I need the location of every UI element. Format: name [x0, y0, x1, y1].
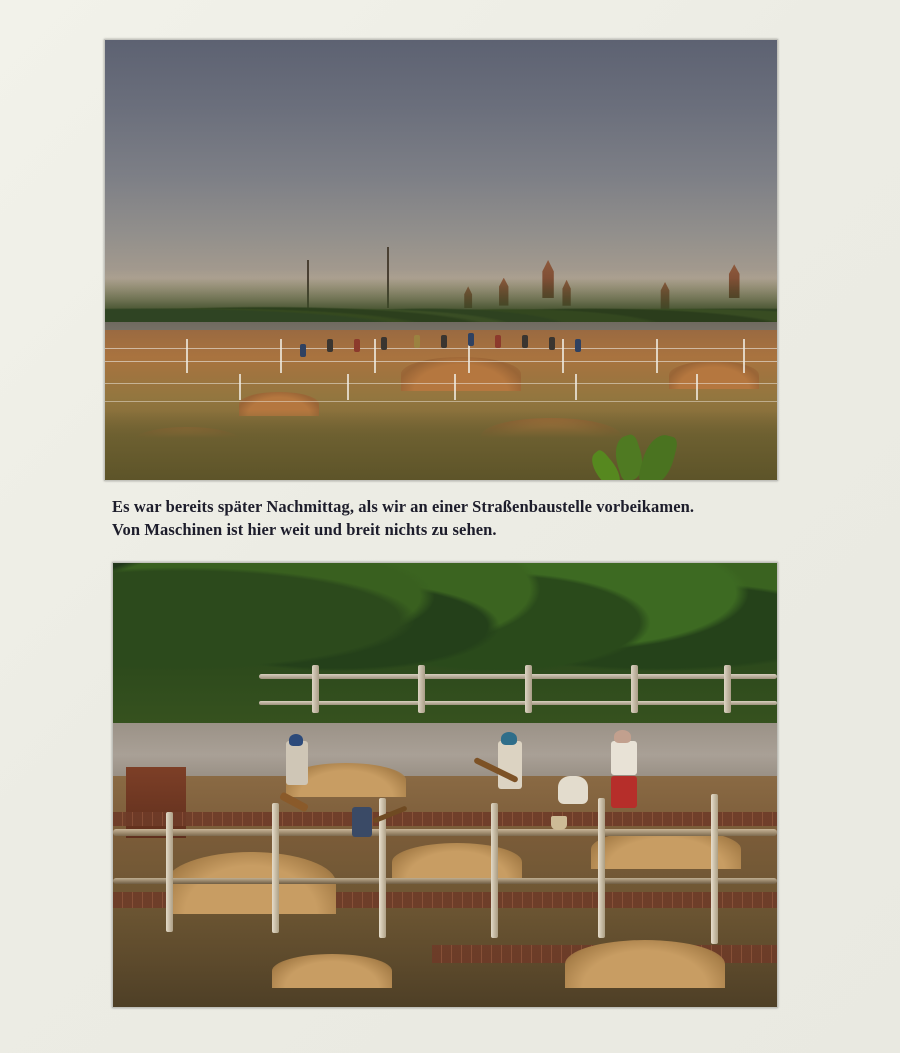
- fence-wire: [105, 361, 777, 362]
- sand-pile: [392, 843, 522, 881]
- worker-figure: [381, 337, 387, 350]
- fence-post: [631, 665, 638, 713]
- fence-post: [312, 665, 319, 713]
- fence-post: [575, 374, 577, 400]
- worker-figure: [522, 335, 528, 348]
- worker-figure: [327, 339, 333, 352]
- fence-post: [347, 374, 349, 400]
- photo-top: [104, 39, 778, 481]
- photo-bottom: [112, 562, 778, 1008]
- sand-pile: [272, 954, 392, 988]
- worker-figure: [575, 339, 581, 352]
- worker-figure: [495, 335, 501, 348]
- fence-post: [724, 665, 731, 713]
- worker-figure: [414, 335, 420, 348]
- sand-pile: [565, 940, 725, 988]
- fence-post: [186, 339, 188, 373]
- fence-post: [491, 803, 498, 938]
- worker-skirt: [611, 776, 637, 808]
- fence-post: [696, 374, 698, 400]
- fence-post: [525, 665, 532, 713]
- worker-figure: [354, 339, 360, 352]
- fence-rail: [259, 701, 777, 705]
- fence-post: [280, 339, 282, 373]
- fence-post: [374, 339, 376, 373]
- photo-caption: [112, 496, 812, 542]
- worker-figure: [549, 337, 555, 350]
- worker-figure: [352, 807, 372, 837]
- fence-rail: [113, 878, 777, 884]
- foliage-region: [113, 563, 777, 749]
- fence-post: [656, 339, 658, 373]
- worker-headscarf: [501, 732, 517, 745]
- fence-post: [711, 794, 718, 944]
- worker-headscarf: [289, 734, 303, 746]
- fence-post: [166, 812, 173, 932]
- worker-figure: [611, 741, 637, 775]
- brick-edging: [113, 812, 777, 826]
- fence-post: [598, 798, 605, 938]
- fence-rail: [113, 829, 777, 836]
- dirt-pile: [669, 361, 759, 389]
- fence-post: [562, 339, 564, 373]
- worker-headscarf: [614, 730, 631, 743]
- worker-figure: [468, 333, 474, 346]
- worker-figure: [441, 335, 447, 348]
- fence-wire: [105, 383, 777, 384]
- fence-post: [743, 339, 745, 373]
- fence-post: [454, 374, 456, 400]
- caption-line-1: Es war bereits später Nachmittag, als wir an einer Straßenbaustelle vorbeikamen.: [112, 497, 695, 516]
- brick-wall: [126, 767, 186, 838]
- worker-figure: [558, 776, 588, 804]
- caption-line-2: Von Maschinen ist hier weit und breit nichts zu sehen.: [112, 519, 497, 539]
- fence-wire: [105, 348, 777, 349]
- worker-figure: [498, 741, 522, 789]
- fence-post: [272, 803, 279, 933]
- fence-wire: [105, 401, 777, 402]
- worker-figure: [286, 741, 308, 785]
- fence-post: [239, 374, 241, 400]
- basket: [551, 816, 567, 830]
- fence-post: [418, 665, 425, 713]
- worker-figure: [300, 344, 306, 357]
- fence-rail: [259, 674, 777, 679]
